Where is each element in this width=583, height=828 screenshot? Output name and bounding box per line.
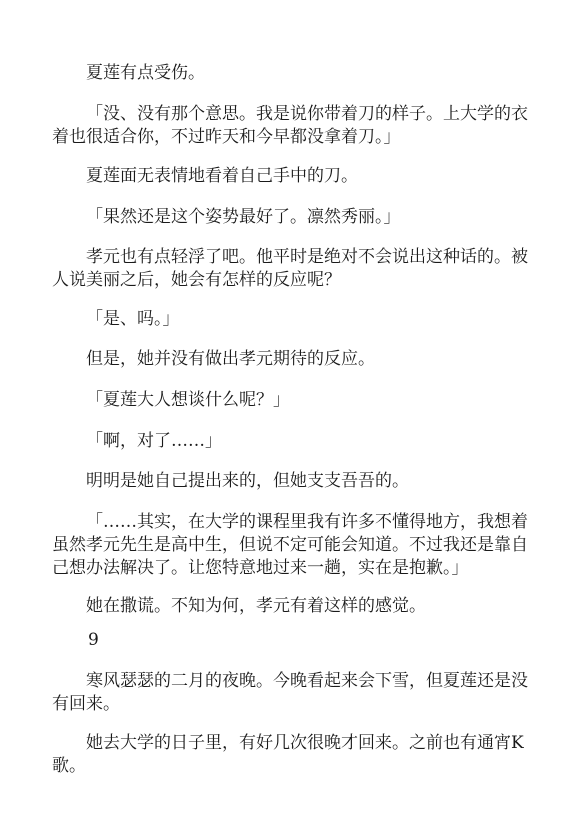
paragraph-2: 「没、没有那个意思。我是说你带着刀的样子。上大学的衣着也很适合你，不过昨天和今早都没拿着刀。」 (52, 104, 528, 147)
paragraph-9: 「啊，对了……」 (86, 431, 222, 451)
section-number: 9 (88, 630, 99, 650)
paragraph-4: 「果然还是这个姿势最好了。凛然秀丽。」 (86, 207, 401, 227)
paragraph-3: 夏莲面无表情地看着自己手中的刀。 (86, 166, 358, 186)
paragraph-10: 明明是她自己提出来的，但她支支吾吾的。 (86, 471, 409, 491)
paragraph-6: 「是、吗。」 (86, 309, 180, 329)
paragraph-12: 她在撒谎。不知为何，孝元有着这样的感觉。 (86, 596, 426, 616)
paragraph-1: 夏莲有点受伤。 (86, 63, 205, 83)
paragraph-13: 寒风瑟瑟的二月的夜晚。今晚看起来会下雪，但夏莲还是没有回来。 (52, 671, 528, 714)
paragraph-14: 她去大学的日子里，有好几次很晚才回来。之前也有通宵K歌。 (52, 733, 524, 776)
paragraph-7: 但是，她并没有做出孝元期待的反应。 (86, 349, 375, 369)
paragraph-8: 「夏莲大人想谈什么呢？」 (86, 390, 290, 410)
paragraph-5: 孝元也有点轻浮了吧。他平时是绝对不会说出这种话的。被人说美丽之后，她会有怎样的反应呢？ (52, 247, 528, 290)
paragraph-11: 「……其实，在大学的课程里我有许多不懂得地方，我想着虽然孝元先生是高中生，但说不定可能会知道。不过我还是靠自己想办法解决了。让您特意地过来一趟，实在是抱歉。」 (52, 512, 528, 578)
